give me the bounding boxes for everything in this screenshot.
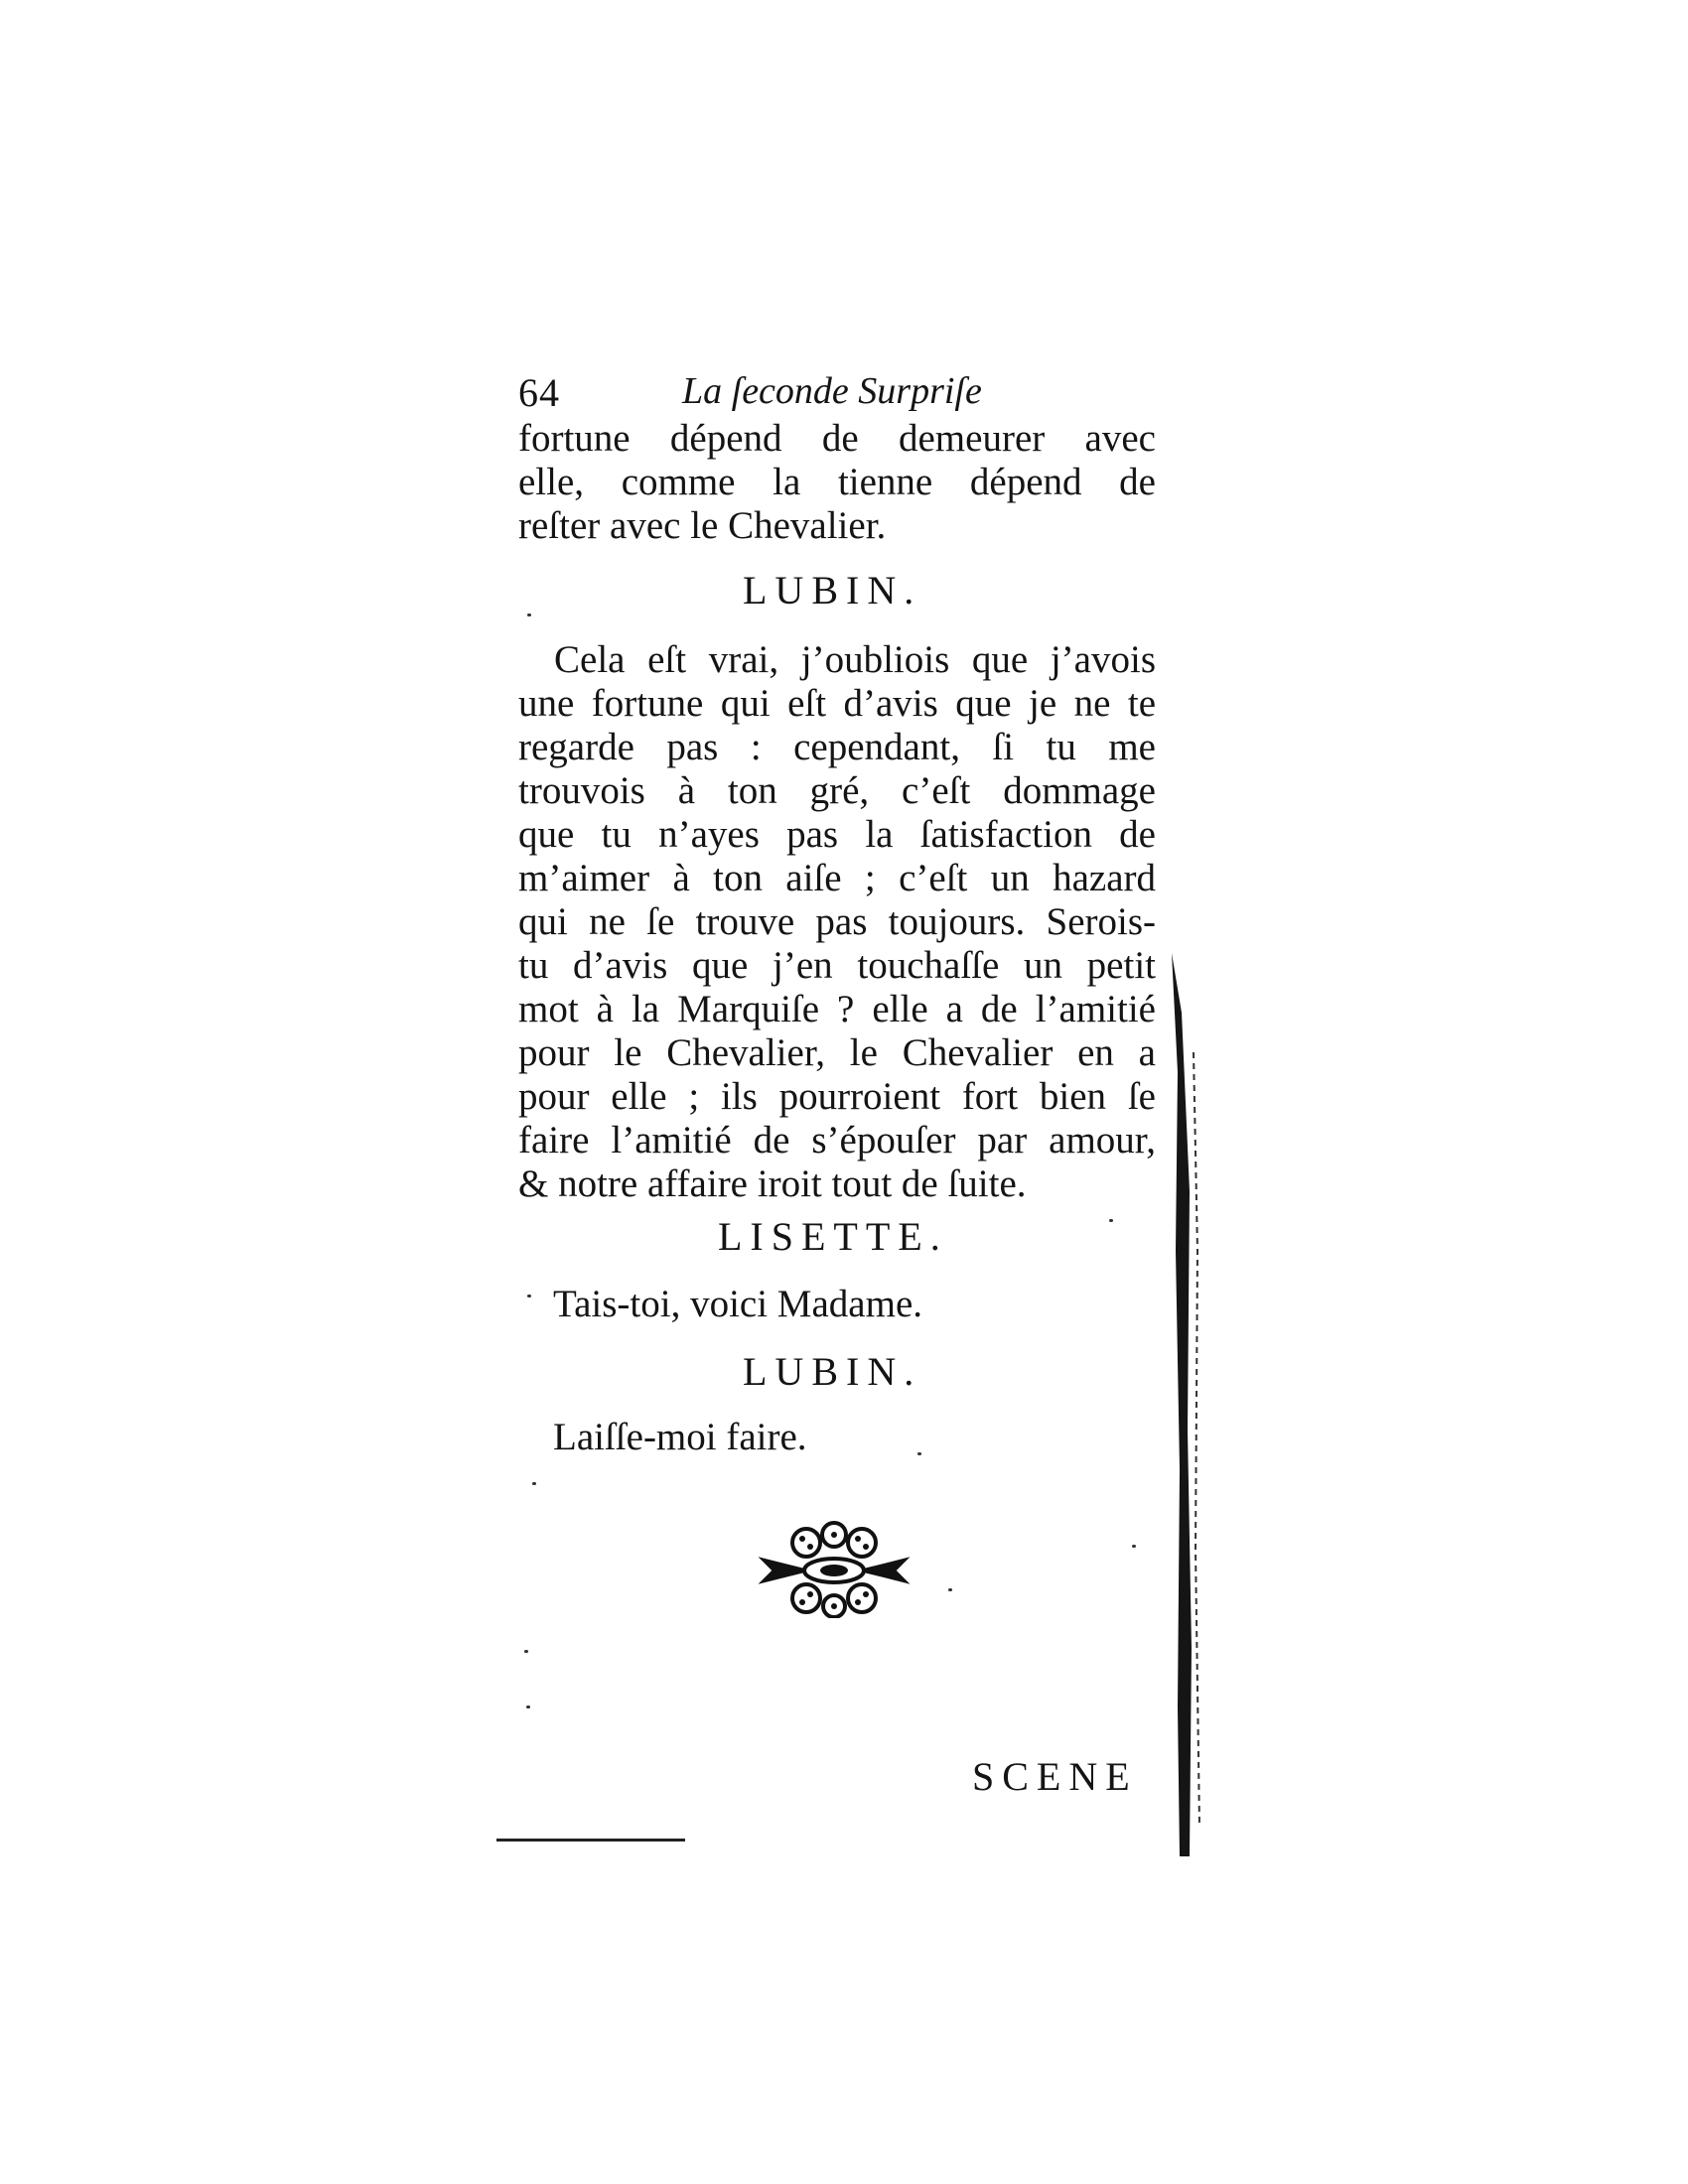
text-line: une fortune qui eſt d’avis que je ne te <box>518 682 1156 725</box>
text-line: elle, comme la tienne dépend de <box>518 461 1156 503</box>
ink-speck <box>948 1588 952 1591</box>
page-number: 64 <box>518 370 560 415</box>
text-line: mot à la Marquiſe ? elle a de l’amitié <box>518 988 1156 1030</box>
ink-speck <box>527 1295 531 1297</box>
speaker-heading: LUBIN. <box>743 568 922 613</box>
dialogue-line: Tais-toi, voici Madame. <box>553 1283 923 1325</box>
ink-speck <box>526 1706 530 1708</box>
speaker-heading: LISETTE. <box>718 1214 948 1259</box>
text-line: pour elle ; ils pourroient fort bien ſe <box>518 1075 1156 1118</box>
ink-speck <box>524 1650 528 1653</box>
text-line: regarde pas : cependant, ſi tu me <box>518 726 1156 768</box>
page-header <box>518 369 1174 419</box>
dialogue-line: Laiſſe-moi faire. <box>553 1416 807 1458</box>
text-line: pour le Chevalier, le Chevalier en a <box>518 1031 1156 1074</box>
text-line: que tu n’ayes pas la ſatisfaction de <box>518 813 1156 856</box>
text-line: qui ne ſe trouve pas toujours. Serois- <box>518 900 1156 943</box>
text-line: m’aimer à ton aiſe ; c’eſt un hazard <box>518 857 1156 899</box>
text-line: & notre affaire iroit tout de ſuite. <box>518 1162 1027 1205</box>
paragraph-continuation <box>518 417 1156 548</box>
ink-speck <box>917 1452 921 1455</box>
running-title: La ſeconde Surpriſe <box>682 370 982 412</box>
ink-speck <box>527 614 531 616</box>
ink-speck <box>1109 1219 1113 1222</box>
bottom-rule <box>496 1839 685 1842</box>
ink-speck <box>532 1482 536 1485</box>
speaker-heading: LUBIN. <box>743 1349 922 1394</box>
text-line: fortune dépend de demeurer avec <box>518 417 1156 460</box>
text-line: faire l’amitié de s’épouſer par amour, <box>518 1119 1156 1161</box>
paragraph-lubin-speech <box>518 638 1156 1206</box>
ink-speck <box>1132 1545 1136 1548</box>
text-line: tu d’avis que j’en touchaſſe un petit <box>518 944 1156 987</box>
page-edge-shadow-icon <box>1168 953 1203 1856</box>
text-line: Cela eſt vrai, j’oubliois que j’avois <box>554 638 1156 681</box>
floral-ornament-icon <box>755 1519 914 1618</box>
text-line: trouvois à ton gré, c’eſt dommage <box>518 769 1156 812</box>
catchword: SCENE <box>972 1754 1138 1799</box>
text-line: reſter avec le Chevalier. <box>518 504 887 547</box>
